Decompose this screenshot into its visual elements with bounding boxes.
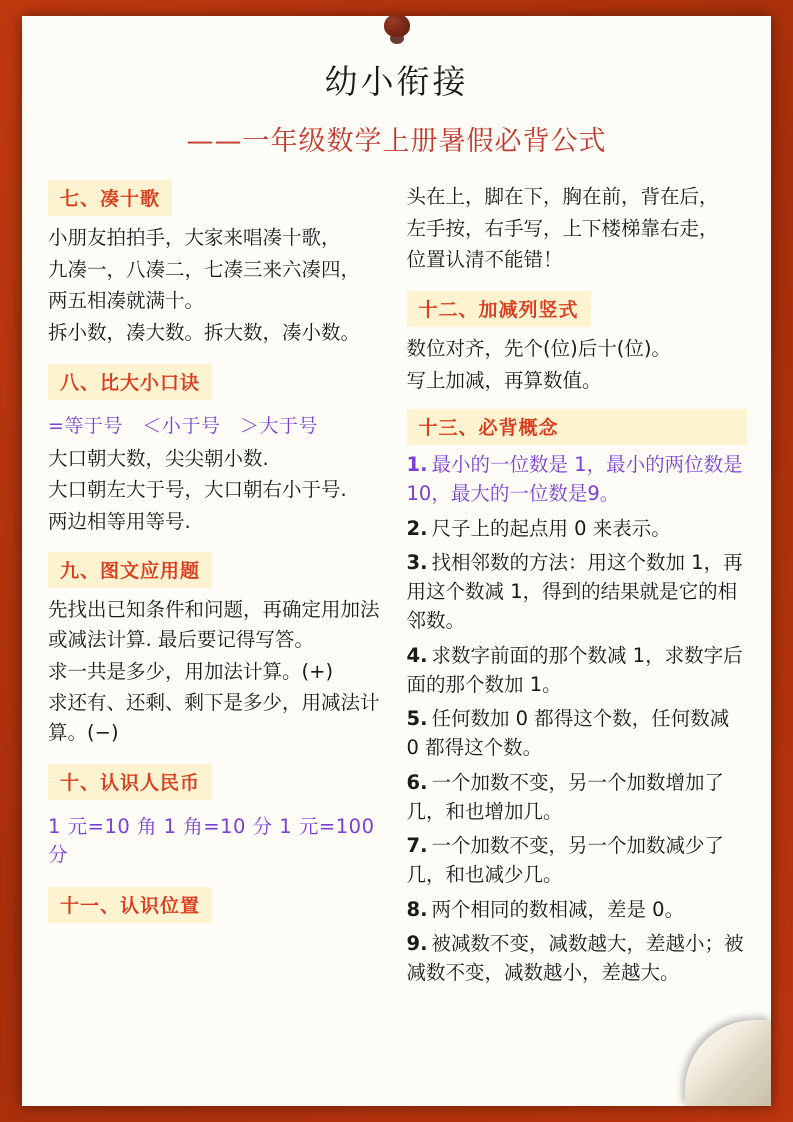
list-item	[407, 929, 748, 988]
list-item	[407, 704, 748, 763]
position-line-2: 左手按，右手写，上下楼梯靠右走，	[406, 216, 719, 240]
page-curl-icon	[685, 1020, 771, 1106]
section-eight-line-1: 大口朝大数，尖尖朝小数.	[48, 446, 269, 470]
list-item	[407, 548, 748, 636]
list-item-text: 尺子上的起点用 0 来表示。	[431, 516, 671, 540]
list-item-text: 两个相同的数相减，差是 0。	[431, 897, 685, 921]
right-column	[407, 180, 748, 992]
page-title: 幼小衔接	[324, 62, 469, 101]
section-eight-line-2: 大口朝左大于号，大口朝右小于号.	[48, 478, 347, 502]
section-eight-line-3: 两边相等用等号.	[48, 509, 191, 533]
section-heading-eight: 八、比大小口诀	[48, 364, 212, 400]
list-item-text: 一个加数不变，另一个加数增加了几，和也增加几。	[406, 770, 724, 823]
vertical-form-line-2: 写上加减，再算数值。	[406, 368, 602, 392]
list-item	[407, 450, 748, 509]
compare-symbols: =等于号 ＜小于号 ＞大于号	[48, 414, 318, 437]
section-seven-line-1: 小朋友拍拍手，大家来唱凑十歌，	[48, 226, 341, 249]
list-item-number: 2.	[406, 516, 428, 540]
section-seven-line-4: 拆小数，凑大数。拆大数，凑小数。	[48, 320, 361, 344]
position-line-3: 位置认清不能错！	[406, 248, 563, 272]
list-item-number: 6.	[406, 770, 428, 794]
money-conversion: 1 元=10 角 1 角=10 分 1 元=100 分	[48, 814, 375, 866]
section-nine-sub-rule: 求还有、还剩、剩下是多少，用减法计算。(−)	[48, 691, 380, 744]
pushpin-icon	[382, 14, 412, 48]
section-heading-seven: 七、凑十歌	[48, 180, 172, 216]
list-item-text: 最小的一位数是 1，最小的两位数是 10，最大的一位数是9。	[406, 453, 743, 506]
list-item-number: 3.	[406, 550, 428, 574]
list-item-text: 找相邻数的方法：用这个数加 1，再用这个数减 1，得到的结果就是它的相邻数。	[406, 550, 743, 633]
left-column	[48, 180, 389, 992]
list-item	[407, 895, 748, 924]
list-item	[407, 641, 748, 700]
list-item-text: 一个加数不变，另一个加数减少了几，和也减少几。	[406, 834, 724, 887]
list-item-number: 7.	[406, 834, 428, 858]
list-item-text: 任何数加 0 都得这个数，任何数减 0 都得这个数。	[406, 707, 730, 760]
paper-sheet	[22, 16, 771, 1106]
list-item-number: 4.	[406, 643, 428, 667]
section-seven-line-2: 九凑一，八凑二，七凑三来六凑四，	[48, 257, 361, 281]
list-item-text: 被减数不变，减数越大，差越小；被减数不变，减数越小，差越大。	[406, 931, 744, 985]
page-subtitle: ——一年级数学上册暑假必背公式	[186, 126, 607, 157]
section-heading-nine: 九、图文应用题	[48, 552, 212, 588]
list-item-number: 5.	[406, 707, 428, 731]
list-item-number: 9.	[406, 931, 428, 955]
list-item-number: 8.	[406, 897, 428, 921]
section-heading-thirteen: 十三、必背概念	[407, 409, 748, 445]
list-item	[407, 514, 748, 543]
position-line-1: 头在上，脚在下，胸在前，背在后，	[406, 185, 719, 208]
list-item-number: 1.	[406, 453, 428, 477]
section-heading-ten: 十、认识人民币	[48, 764, 212, 800]
section-seven-line-3: 两五相凑就满十。	[48, 289, 205, 313]
list-item	[407, 768, 748, 827]
section-nine-add-rule: 求一共是多少，用加法计算。(+)	[48, 659, 334, 683]
vertical-form-line-1: 数位对齐，先个(位)后十(位)。	[406, 336, 671, 360]
section-nine-line-1: 先找出已知条件和问题，再确定用加法或减法计算. 最后要记得写答。	[48, 598, 380, 651]
content-columns	[22, 158, 771, 992]
section-heading-eleven: 十一、认识位置	[48, 887, 212, 923]
list-item-text: 求数字前面的那个数减 1，求数字后面的那个数加 1。	[406, 643, 743, 696]
list-item	[407, 831, 748, 890]
section-heading-twelve: 十二、加减列竖式	[407, 291, 591, 327]
